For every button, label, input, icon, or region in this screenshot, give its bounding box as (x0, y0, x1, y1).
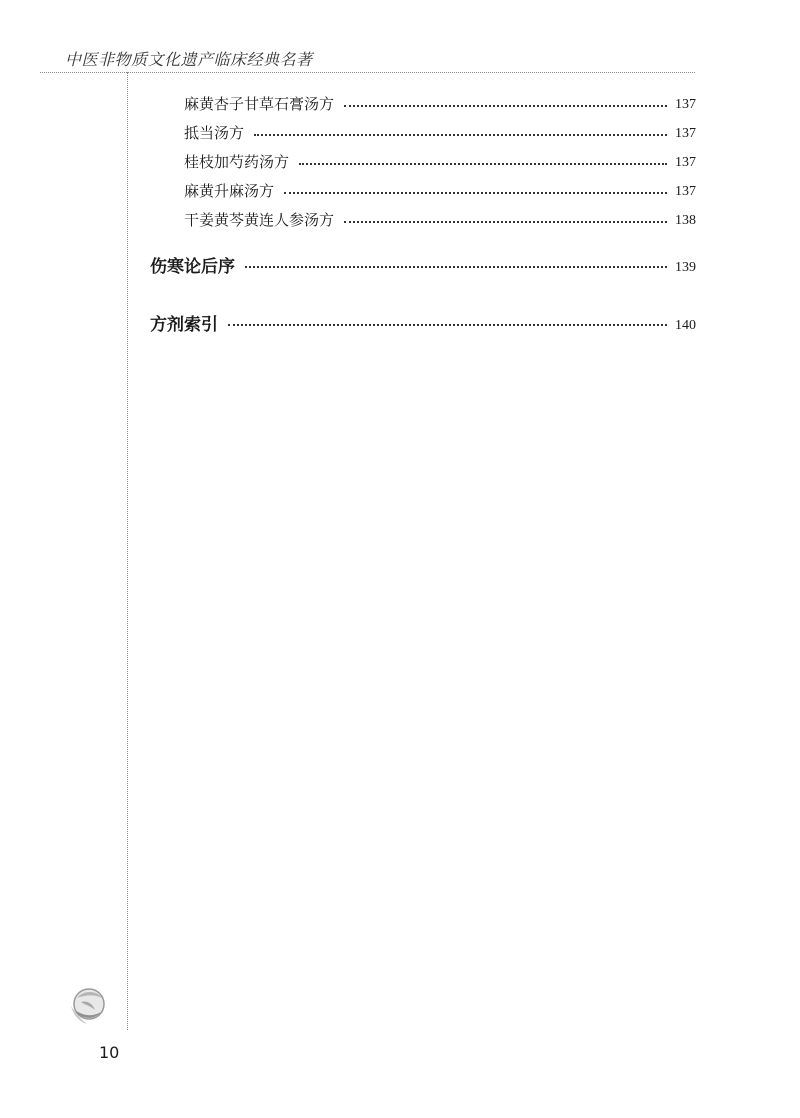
toc-entry[interactable] (184, 92, 696, 114)
series-emblem-icon (67, 984, 107, 1028)
toc-dot-leader (344, 105, 667, 107)
toc-entry-page: 137 (675, 126, 696, 141)
toc-entry-title: 抵当汤方 (184, 123, 245, 142)
series-title: 中医非物质文化遗产临床经典名著 (65, 50, 313, 69)
toc-dot-leader (284, 192, 667, 194)
toc-chapter-page: 140 (675, 318, 696, 333)
toc-entry[interactable] (184, 150, 696, 172)
toc-entry-page: 137 (675, 155, 696, 170)
toc-entry-title: 桂枝加芍药汤方 (184, 152, 290, 171)
toc-entry[interactable] (184, 208, 696, 230)
toc-entry[interactable] (184, 179, 696, 201)
page-number: 10 (99, 1043, 120, 1062)
toc-dot-leader (344, 221, 667, 223)
toc-chapter-entry[interactable] (150, 309, 696, 335)
toc-chapter-entry[interactable] (150, 251, 696, 277)
toc-chapter-page: 139 (675, 260, 696, 275)
toc-dot-leader (299, 163, 667, 165)
toc-chapter-title: 伤寒论后序 (150, 256, 235, 277)
toc-entry-page: 137 (675, 97, 696, 112)
toc-entry-title: 麻黄升麻汤方 (184, 181, 275, 200)
toc-chapter-title: 方剂索引 (150, 314, 218, 335)
toc-entry-page: 138 (675, 213, 696, 228)
toc-entry-title: 干姜黄芩黄连人参汤方 (184, 210, 335, 229)
toc-entry-page: 137 (675, 184, 696, 199)
table-of-contents (0, 0, 800, 400)
toc-entry[interactable] (184, 121, 696, 143)
toc-dot-leader (254, 134, 667, 136)
toc-dot-leader (245, 266, 667, 268)
toc-entry-title: 麻黄杏子甘草石膏汤方 (184, 94, 335, 113)
toc-dot-leader (228, 324, 667, 326)
